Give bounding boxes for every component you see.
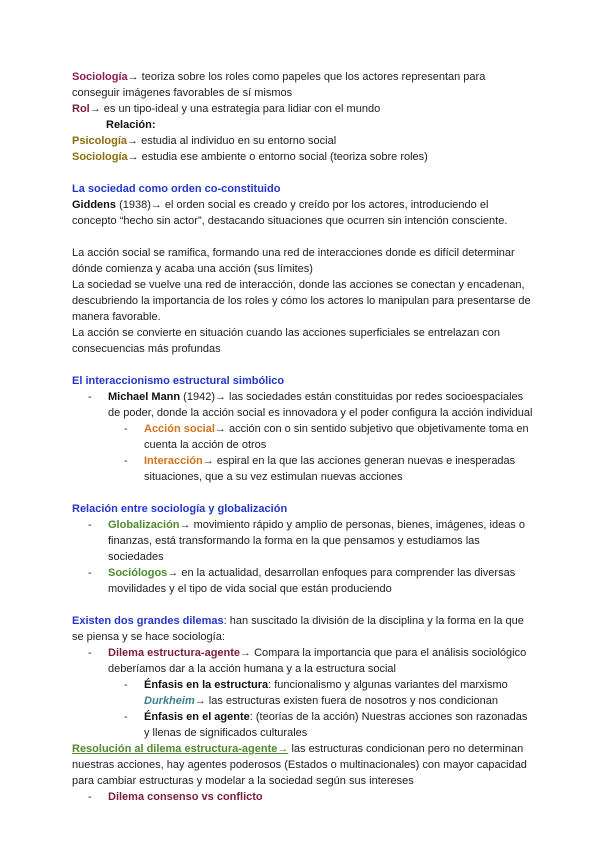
term-globalizacion: Globalización	[108, 519, 180, 531]
text-mann: (1942)→ las sociedades están constituidas por redes socioespaciales de poder, donde la acción social es innovadora y el poder configura la acción individual	[108, 391, 533, 419]
line-psicologia	[72, 133, 534, 149]
text-psicologia: → estudia al individuo en su entorno social	[127, 135, 337, 147]
list-item-accion-social	[72, 421, 534, 453]
term-giddens: Giddens	[72, 199, 117, 211]
line-sociologia-ambiente	[72, 149, 534, 165]
text-interaccion: → espiral en la que las acciones generan nuevas e inesperadas situaciones, que a su vez estimulan nuevas acciones	[144, 455, 516, 483]
text-enfasis-agente: : (teorías de la acción) Nuestras acciones son razonadas y llenas de significados culturales	[144, 711, 528, 739]
list-item-sociologos	[72, 565, 534, 597]
term-sociologia: Sociología	[72, 71, 128, 83]
bullet-dash: -	[88, 391, 92, 403]
paragraph-giddens	[72, 197, 534, 229]
bullet-dash: -	[124, 423, 128, 435]
term-durkheim: Durkheim	[144, 695, 195, 707]
text-accion-social: → acción con o sin sentido subjetivo que objetivamente toma en cuenta la acción de otros	[144, 423, 529, 451]
text-giddens: (1938)→ el orden social es creado y creído por los actores, introduciendo el concepto “hecho sin actor”, destacando situaciones que ocurren sin intención consciente.	[72, 199, 508, 227]
bullet-dash: -	[88, 519, 92, 531]
bullet-dash: -	[88, 791, 92, 803]
bullet-dash: -	[124, 679, 128, 691]
term-dilema-estructura-agente: Dilema estructura-agente→	[108, 647, 252, 659]
term-interaccion: Interacción	[144, 455, 203, 467]
line-sociologia-roles	[72, 69, 534, 101]
list-item-enfasis-agente	[72, 709, 534, 741]
list-item-dilema-estructura-agente	[72, 645, 534, 677]
bullet-dash: -	[124, 455, 128, 467]
paragraph-accion-social: La acción social se ramifica, formando una red de interacciones donde es difícil determinar dónde comienza y acaba una acción (sus límites)	[72, 247, 515, 275]
text-resolucion: las estructuras condicionan pero no determinan nuestras acciones, hay agentes poderosos (Estados o multinacionales) con mayor capacidad para cambiar estructuras y modelar a la sociedad según sus intereses	[72, 743, 527, 787]
heading-globalizacion: Relación entre sociología y globalización	[72, 503, 288, 515]
term-psicologia: Psicología	[72, 135, 128, 147]
term-mann: Michael Mann	[108, 391, 181, 403]
list-item-globalizacion	[72, 517, 534, 565]
text-sociologia: → teoriza sobre los roles como papeles que los actores representan para conseguir imágenes favorables de sí mismos	[72, 71, 486, 99]
paragraph-resolucion	[72, 741, 534, 789]
document-content	[72, 69, 534, 805]
term-accion-social: Acción social	[144, 423, 215, 435]
paragraph-situacion: La acción se convierte en situación cuando las acciones superficiales se entrelazan con consecuencias más profundas	[72, 327, 501, 355]
term-sociologos: Sociólogos	[108, 567, 168, 579]
term-dilema-consenso: Dilema consenso vs conflicto	[108, 791, 263, 803]
label-relacion: Relación:	[106, 119, 156, 131]
list-item-mann	[72, 389, 534, 421]
text-enfasis-estructura: : funcionalismo y algunas variantes del marxismo	[268, 679, 508, 691]
term-resolucion: Resolución al dilema estructura-agente→	[72, 743, 289, 755]
paragraph-dilemas	[72, 613, 534, 645]
text-rol: → es un tipo-ideal y una estrategia para lidiar con el mundo	[89, 103, 381, 115]
term-enfasis-estructura: Énfasis en la estructura	[144, 679, 269, 691]
paragraph-red-interaccion: La sociedad se vuelve una red de interacción, donde las acciones se conectan y encadenan, descubriendo la importancia de los roles y cómo los actores lo manipulan para presentarse de manera favorable.	[72, 279, 531, 323]
text-dilema-estructura-agente: Compara la importancia que para el análisis sociológico deberíamos dar a la acción humana y a la estructura social	[108, 647, 527, 675]
heading-sociedad: La sociedad como orden co-constituido	[72, 183, 281, 195]
text-sociologos: → en la actualidad, desarrollan enfoques para comprender las diversas movilidades y el tipo de vida social que están produciendo	[108, 567, 516, 595]
heading-dilemas: Existen dos grandes dilemas	[72, 615, 224, 627]
text-dilemas: : han suscitado la división de la disciplina y la forma en la que se piensa y se hace sociología:	[72, 615, 524, 643]
term-rol: Rol	[72, 103, 90, 115]
list-item-enfasis-estructura	[72, 677, 534, 709]
term-sociologia-2: Sociología	[72, 151, 128, 163]
bullet-dash: -	[124, 711, 128, 723]
heading-interaccionismo: El interaccionismo estructural simbólico	[72, 375, 285, 387]
text-globalizacion: → movimiento rápido y amplio de personas, bienes, imágenes, ideas o finanzas, está transformando la forma en la que pensamos y estudiamos las sociedades	[108, 519, 525, 563]
text-sociologia-2: → estudia ese ambiente o entorno social (teoriza sobre roles)	[127, 151, 428, 163]
bullet-dash: -	[88, 647, 92, 659]
text-durkheim: → las estructuras existen fuera de nosotros y nos condicionan	[194, 695, 499, 707]
bullet-dash: -	[88, 567, 92, 579]
term-enfasis-agente: Énfasis en el agente	[144, 711, 250, 723]
list-item-interaccion	[72, 453, 534, 485]
list-item-dilema-consenso	[72, 789, 534, 805]
line-rol	[72, 101, 534, 117]
